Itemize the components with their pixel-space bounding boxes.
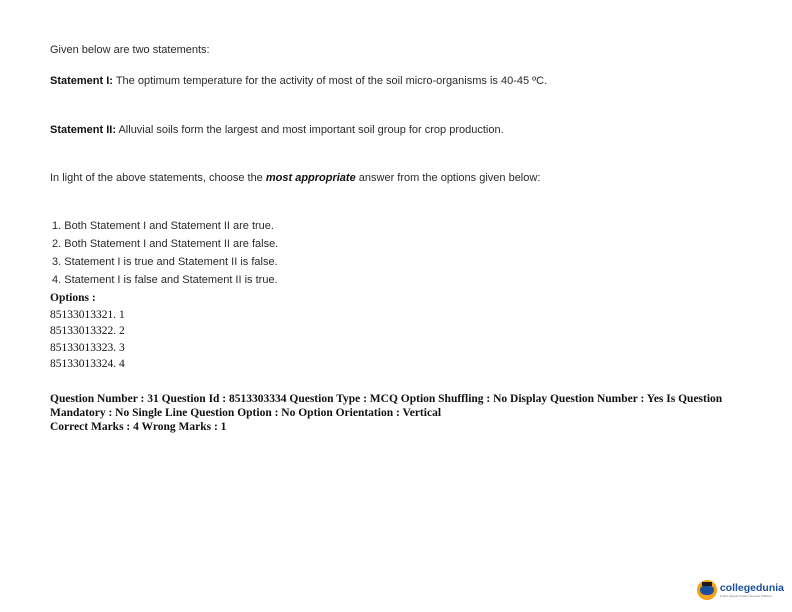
statement-1	[50, 72, 552, 91]
answer-choice: 1. Both Statement I and Statement II are true.	[52, 220, 274, 232]
answer-choice: 2. Both Statement I and Statement II are false.	[52, 238, 279, 250]
answer-choice: 3. Statement I is true and Statement II is false.	[52, 256, 278, 268]
statement-1-label: Statement I:	[50, 75, 113, 87]
logo-name: collegedunia	[719, 581, 784, 594]
collegedunia-logo	[697, 580, 784, 600]
statement-1-text: The optimum temperature for the activity of most of the soil micro-organisms is 40-45 ºC.	[112, 75, 548, 87]
instruction-post: answer from the options given below:	[355, 172, 541, 184]
answer-choices	[52, 217, 278, 289]
instruction-pre: In light of the above statements, choose the	[50, 172, 266, 184]
statement-2-label: Statement II:	[50, 124, 117, 136]
option-item: 85133013322. 2	[50, 325, 125, 337]
option-item: 85133013324. 4	[50, 358, 125, 370]
options-list	[50, 290, 125, 373]
options-header: Options :	[50, 292, 96, 304]
instruction-emphasis: most appropriate	[265, 172, 356, 184]
metadata-line-1: Question Number : 31 Question Id : 8513303334 Question Type : MCQ Option Shuffling : No Display Question Number : Yes Is Question Mandatory : No Single Line Question Option : No Option Orientation : Vertical	[50, 393, 723, 419]
option-item: 85133013321. 1	[50, 308, 125, 321]
graduate-cap-icon	[697, 580, 717, 600]
question-instruction	[50, 169, 552, 188]
question-intro: Given below are two statements:	[50, 44, 210, 56]
logo-tagline: India's largest Student Review Platform	[719, 593, 773, 598]
statement-2	[50, 121, 552, 140]
answer-choice: 4. Statement I is false and Statement II is true.	[52, 274, 278, 286]
question-metadata	[50, 392, 740, 434]
metadata-line-2: Correct Marks : 4 Wrong Marks : 1	[50, 421, 227, 433]
statement-2-text: Alluvial soils form the largest and most important soil group for crop production.	[116, 124, 504, 136]
option-item: 85133013323. 3	[50, 341, 125, 354]
